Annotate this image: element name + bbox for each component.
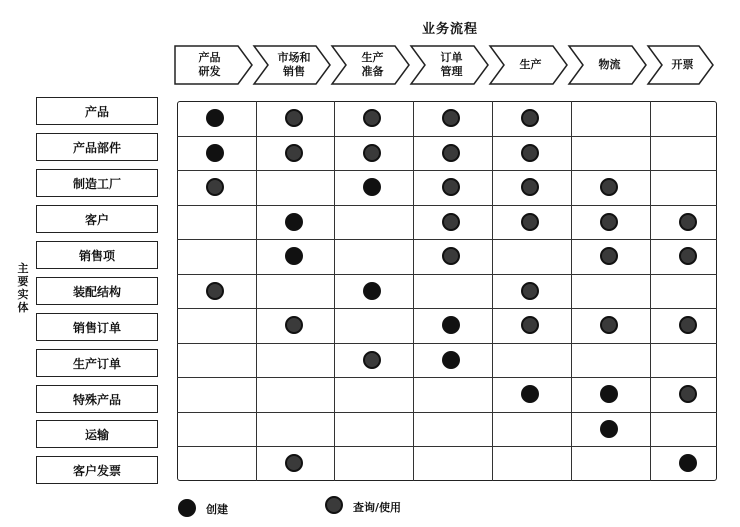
grid-row-divider	[177, 170, 717, 171]
grid-column-divider	[334, 101, 335, 481]
entity-box-8: 生产订单	[36, 349, 158, 377]
entity-box-11: 客户发票	[36, 456, 158, 484]
stage-label-2: 市场和 销售	[277, 51, 311, 78]
grid-row-divider	[177, 136, 717, 137]
grid-row-divider	[177, 377, 717, 378]
query-marker-r4-c6	[600, 213, 618, 231]
query-marker-r2-c5	[521, 144, 539, 162]
grid-column-divider	[571, 101, 572, 481]
create-marker-r10-c6	[600, 420, 618, 438]
create-marker-r6-c3	[363, 282, 381, 300]
grid-column-divider	[256, 101, 257, 481]
query-marker-r6-c1	[206, 282, 224, 300]
process-arrows	[0, 0, 740, 100]
entity-box-5: 销售项	[36, 241, 158, 269]
query-marker-r4-c5	[521, 213, 539, 231]
legend-query-icon	[325, 496, 343, 514]
query-marker-r4-c7	[679, 213, 697, 231]
stage-label-6: 物流	[598, 58, 621, 71]
entity-box-9: 特殊产品	[36, 385, 158, 413]
entity-box-10: 运输	[36, 420, 158, 448]
entity-box-7: 销售订单	[36, 313, 158, 341]
query-marker-r6-c5	[521, 282, 539, 300]
side-label-main-entities: 主要实体	[17, 262, 29, 314]
grid-row-divider	[177, 308, 717, 309]
entity-box-2: 产品部件	[36, 133, 158, 161]
grid-column-divider	[492, 101, 493, 481]
stage-label-7: 开票	[671, 58, 694, 71]
legend-create-label: 创建	[206, 503, 228, 516]
legend-create-icon	[178, 499, 196, 517]
grid-row-divider	[177, 239, 717, 240]
legend-query-label: 查询/使用	[353, 501, 402, 514]
entity-box-3: 制造工厂	[36, 169, 158, 197]
query-marker-r2-c2	[285, 144, 303, 162]
stage-label-3: 生产 准备	[361, 51, 384, 78]
query-marker-r4-c4	[442, 213, 460, 231]
grid-row-divider	[177, 274, 717, 275]
entity-box-4: 客户	[36, 205, 158, 233]
query-marker-r8-c3	[363, 351, 381, 369]
grid-column-divider	[413, 101, 414, 481]
create-marker-r8-c4	[442, 351, 460, 369]
stage-label-4: 订单 管理	[440, 51, 463, 78]
grid-row-divider	[177, 412, 717, 413]
create-marker-r2-c1	[206, 144, 224, 162]
entity-box-1: 产品	[36, 97, 158, 125]
diagram-title: 业务流程	[421, 22, 478, 37]
query-marker-r2-c4	[442, 144, 460, 162]
entity-box-6: 装配结构	[36, 277, 158, 305]
grid-row-divider	[177, 446, 717, 447]
stage-label-5: 生产	[519, 58, 542, 71]
stage-label-1: 产品 研发	[198, 51, 221, 78]
grid-column-divider	[650, 101, 651, 481]
create-marker-r4-c2	[285, 213, 303, 231]
grid-row-divider	[177, 343, 717, 344]
query-marker-r2-c3	[363, 144, 381, 162]
grid-row-divider	[177, 205, 717, 206]
